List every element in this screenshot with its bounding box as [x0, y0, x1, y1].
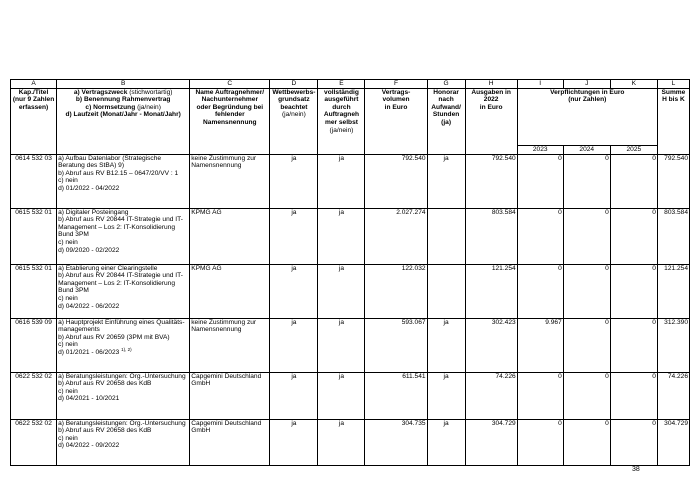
header-kap-titel [11, 88, 57, 154]
kap-titel-cell: 0615 532 01 [11, 264, 57, 318]
column-letter: E [318, 80, 365, 89]
year-2025: 2025 [610, 145, 657, 154]
volume-cell: 122.032 [365, 264, 427, 318]
header-row [11, 88, 690, 145]
contracts-table [10, 79, 690, 466]
column-letter: L [657, 80, 689, 89]
header-b-a: a) Vertragszweck [73, 88, 128, 96]
column-letter: D [270, 80, 318, 89]
commitment-2024-cell: 0 [563, 154, 610, 208]
description-cell: a) Beratungsleistungen: Org.-Untersuchung b) Abruf aus RV 20658 des KdB c) nein d) 04/2021 - 10/2021 [57, 372, 190, 419]
self-executed-cell: ja [318, 208, 365, 264]
column-letter: J [563, 80, 610, 89]
volume-cell: 593.067 [365, 318, 427, 372]
fee-hourly-cell: ja [427, 372, 465, 419]
commitment-2025-cell: 0 [610, 264, 657, 318]
header-b-d: d) Laufzeit (Monat/Jahr - Monat/Jahr) [65, 111, 181, 119]
commitment-2024-cell: 0 [563, 372, 610, 419]
contractor-cell: Capgemini Deutschland GmbH [190, 419, 270, 465]
spend-2022-cell: 803.584 [465, 208, 517, 264]
header-kap-label: Kap./Titel (nur 9 Zahlen erfassen) [12, 88, 55, 111]
year-2024: 2024 [563, 145, 610, 154]
self-executed-cell: ja [318, 264, 365, 318]
header-ausgefuehrt-label: vollständig ausgeführt durch Auftragneh mer selbst [323, 88, 360, 126]
total-cell: 304.729 [657, 419, 689, 465]
header-vertragszweck [57, 88, 190, 154]
competition-cell: ja [270, 419, 318, 465]
fee-hourly-cell: ja [427, 419, 465, 465]
column-letter: I [517, 80, 563, 89]
commitment-2025-cell: 0 [610, 372, 657, 419]
kap-titel-cell: 0622 532 02 [11, 372, 57, 419]
spend-2022-cell: 302.423 [465, 318, 517, 372]
year-2023: 2023 [517, 145, 563, 154]
kap-titel-cell: 0616 539 09 [11, 318, 57, 372]
kap-titel-cell: 0622 532 02 [11, 419, 57, 465]
volume-cell: 792.540 [365, 154, 427, 208]
contractor-cell: KPMG AG [190, 208, 270, 264]
commitment-2024-cell: 0 [563, 208, 610, 264]
total-cell: 121.254 [657, 264, 689, 318]
description-text: a) Hauptprojekt Einführung eines Qualitäts-managements b) Abruf aus RV 20659 (3PM mit BVA) c) nein d) 01/2021 - 06/2023 [58, 318, 185, 356]
kap-titel-cell: 0615 532 01 [11, 208, 57, 264]
contractor-cell: keine Zustimmung zur Namensnennung [190, 318, 270, 372]
spend-2022-cell: 304.729 [465, 419, 517, 465]
fee-hourly-cell [427, 264, 465, 318]
fee-hourly-cell: ja [427, 154, 465, 208]
spend-2022-cell: 74.226 [465, 372, 517, 419]
commitment-2023-cell: 0 [517, 208, 563, 264]
total-cell: 792.540 [657, 154, 689, 208]
commitment-2025-cell: 0 [610, 419, 657, 465]
column-letters-row [11, 80, 690, 89]
column-letter: B [57, 80, 190, 89]
volume-cell: 304.735 [365, 419, 427, 465]
page-number: 38 [632, 466, 640, 473]
spend-2022-cell: 121.254 [465, 264, 517, 318]
commitment-2023-cell: 0 [517, 419, 563, 465]
contractor-cell: Capgemini Deutschland GmbH [190, 372, 270, 419]
self-executed-cell: ja [318, 372, 365, 419]
table-row [11, 419, 690, 465]
column-letter: G [427, 80, 465, 89]
header-b-b: b) Benennung Rahmenvertrag [75, 96, 171, 104]
commitment-2023-cell: 0 [517, 372, 563, 419]
total-cell: 312.390 [657, 318, 689, 372]
self-executed-cell: ja [318, 154, 365, 208]
fee-hourly-cell: ja [427, 318, 465, 372]
header-summe: Summe H bis K [657, 88, 689, 154]
competition-cell: ja [270, 154, 318, 208]
commitment-2024-cell: 0 [563, 419, 610, 465]
volume-cell: 611.541 [365, 372, 427, 419]
footnote-reference: 1), 2) [121, 346, 132, 352]
header-b-c: c) Normsetzung [85, 103, 136, 111]
commitment-2023-cell: 0 [517, 264, 563, 318]
column-letter: H [465, 80, 517, 89]
header-auftragnehmer: Name Auftragnehmer/ Nachunternehmer oder Begründung bei fehlender Namensnennung [190, 88, 270, 154]
header-ausgefuehrt [318, 88, 365, 154]
header-wettbewerb-label: Wettbewerbs- grundsatz beachtet [272, 88, 316, 111]
description-cell [57, 318, 190, 372]
commitment-2023-cell: 0 [517, 154, 563, 208]
table-row [11, 318, 690, 372]
column-letter: K [610, 80, 657, 89]
header-b-a-note: (stichwortartig) [127, 88, 173, 96]
commitment-2023-cell: 9.967 [517, 318, 563, 372]
table-row [11, 264, 690, 318]
competition-cell: ja [270, 318, 318, 372]
total-cell: 74.226 [657, 372, 689, 419]
commitment-2025-cell: 0 [610, 318, 657, 372]
competition-cell: ja [270, 208, 318, 264]
header-wettbewerb-note: (ja/nein) [281, 111, 306, 119]
self-executed-cell: ja [318, 419, 365, 465]
header-honorar: Honorar nach Aufwand/ Stunden (ja) [427, 88, 465, 154]
description-cell: a) Aufbau Datenlabor (Strategische Beratung des StBA) 9) b) Abruf aus RV B12.15 – 0647/20/VV : 1 c) nein d) 01/2022 - 04/2022 [57, 154, 190, 208]
table-row [11, 154, 690, 208]
contractor-cell: KPMG AG [190, 264, 270, 318]
commitment-2024-cell: 0 [563, 318, 610, 372]
kap-titel-cell: 0614 532 03 [11, 154, 57, 208]
table-row [11, 372, 690, 419]
volume-cell: 2.027.274 [365, 208, 427, 264]
header-ausgaben-2022: Ausgaben in 2022 in Euro [465, 88, 517, 154]
column-letter: C [190, 80, 270, 89]
header-verpflichtungen: Verpflichtungen in Euro (nur Zahlen) [517, 88, 657, 145]
description-cell: a) Digitaler Posteingang b) Abruf aus RV 20844 IT-Strategie und IT-Management – Los 2: IT-Konsolidierung Bund 3PM c) nein d) 09/2020 - 02/2022 [57, 208, 190, 264]
description-cell: a) Etablierung einer Clearingstelle b) Abruf aus RV 20844 IT-Strategie und IT-Management – Los 2: IT-Konsolidierung Bund 3PM c) nein d) 04/2022 - 06/2022 [57, 264, 190, 318]
header-b-c-note: (ja/nein) [135, 103, 161, 111]
commitment-2025-cell: 0 [610, 208, 657, 264]
commitment-2024-cell: 0 [563, 264, 610, 318]
table-row [11, 208, 690, 264]
column-letter: A [11, 80, 57, 89]
header-ausgefuehrt-note: (ja/nein) [329, 126, 354, 134]
header-vertragsvolumen: Vertrags- volumen in Euro [365, 88, 427, 154]
competition-cell: ja [270, 264, 318, 318]
description-cell: a) Beratungsleistungen: Org.-Untersuchung b) Abruf aus RV 20658 des KdB c) nein d) 04/2022 - 09/2022 [57, 419, 190, 465]
total-cell: 803.584 [657, 208, 689, 264]
competition-cell: ja [270, 372, 318, 419]
fee-hourly-cell [427, 208, 465, 264]
commitment-2025-cell: 0 [610, 154, 657, 208]
spend-2022-cell: 792.540 [465, 154, 517, 208]
contractor-cell: keine Zustimmung zur Namensnennung [190, 154, 270, 208]
self-executed-cell: ja [318, 318, 365, 372]
header-wettbewerb [270, 88, 318, 154]
column-letter: F [365, 80, 427, 89]
